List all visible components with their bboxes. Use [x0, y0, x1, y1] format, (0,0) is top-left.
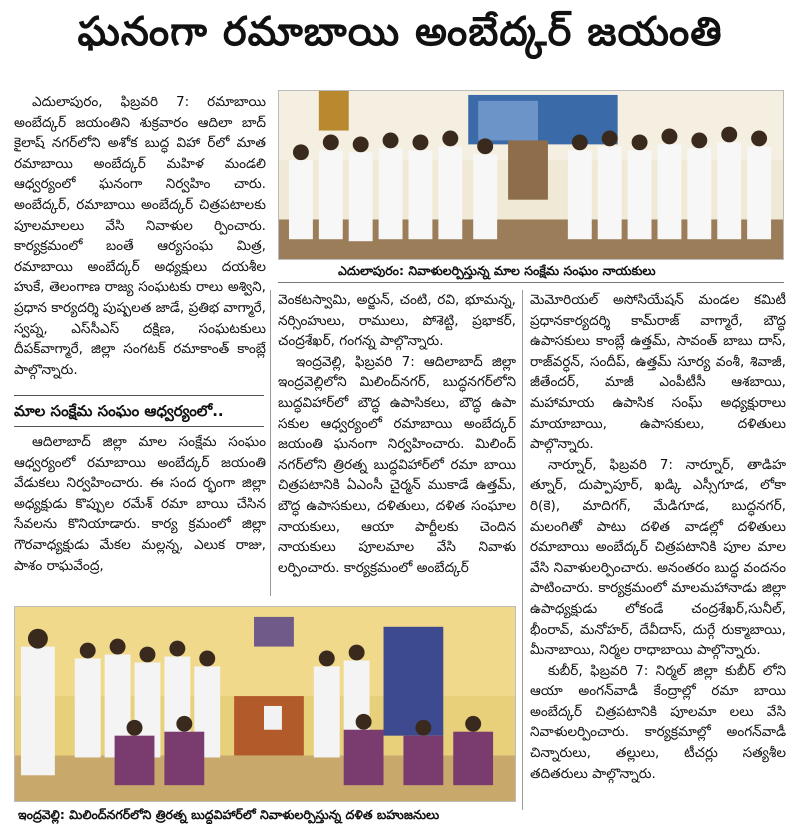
paragraph-kubeer: కుబీర్, ఫిబ్రవరి 7: నిర్మల్ జిల్లా కుబీర్‌ లోని ఆయా అంగన్‌వాడీ కేంద్రాల్లో రమా బాయి అంబేద్కర్ చిత్రపటానికి పూలమా లలు వేసి నివాళులర్పించారు. కార్యక్రమాల్లో అంగన్‌వాడీ చిన్నారులు, తల్లులు, టీచర్లు సత్యశీల తదితరులు పాల్గొన్నారు. — [530, 662, 786, 782]
article-column-1 — [14, 92, 266, 392]
subhead-rule — [14, 426, 264, 427]
caption-divider — [278, 282, 784, 283]
paragraph-mala-sangham: ఆదిలాబాద్ జిల్లా మాల సంక్షేమ సంఘం ఆధ్వర్యంలో రమాబాయి అంబేద్కర్ జయంతి వేడుకలు నిర్వహించారు. ఈ సంద ర్భంగా జిల్లా అధ్యక్షుడు కొప్పుల రమేశ్ రమా బాయి చేసిన సేవలను కొనియాడారు. కార్య క్రమంలో జిల్లా గౌరవాధ్యక్షుడు మేకల మల్లన్న, ఎలుక రాజు, పాశం రాఘవేంద్ర, — [14, 434, 266, 574]
photo-top — [278, 90, 784, 260]
paragraph-memorial: మెమోరియల్ అసోసియేషన్ మండల కమిటీ ప్రధానకార్యదర్శి కామ్‌రాజ్ వాగ్మారే, బౌద్ధ ఉపాసకులు కాంబ్లే ఉత్తమ్, సావంత్ బాబు దాస్, రాజ్‌వర్ధన్, సందీప్, ఉత్తమ్ సూర్య వంశీ, శివాజీ, జీతేందర్, మాజీ ఎంపీటీసీ ఆశబాయి, మహామాయ ఉపాసిక సంఘ్ అధ్యక్షురాలు మాయాబాయి, ఉపాసకులు, దళితులు పాల్గొన్నారు. — [530, 292, 786, 453]
paragraph-narnoor: నార్నూర్, ఫిబ్రవరి 7: నార్నూర్, తాడిహ త్నూర్, దుప్పాపూర్, ఖడ్కి ఎస్సీగూడ, లోకా రి(కె), మాదిగగ్, మేడిగూడ, బుద్ధనగర్, మలంగితో పాటు దళిత వాడల్లో దళితులు రమాబాయి అంబేద్కర్ చిత్రపటానికి పూల మాల వేసి నివాళులర్పించారు. అనంతరం బుద్ధ వందనం పాటించారు. కార్యక్రమంలో మాలమహానాడు జిల్లా ఉపాధ్యక్షుడు లోకండే చంద్రశేఖర్,సునీల్, భీంరావ్, మనోహర్, దేవీదాస్, దుర్గే రుక్మాబాయి, మీనాబాయి, నిర్మల రాధాబాయి పాల్గొన్నారు. — [530, 456, 786, 659]
column-divider — [270, 290, 271, 596]
gathering-photo-image — [15, 607, 515, 801]
article-column-2 — [278, 290, 516, 596]
photo-top-caption: ఎదులాపురం: నివాళులర్పిస్తున్న మాల సంక్షేమ సంఘం నాయకులు — [338, 263, 656, 278]
group-photo-image — [279, 91, 783, 259]
subhead-rule — [14, 395, 264, 396]
paragraph-names: వెంకటస్వామి, అర్జున్, చంటి, రవి, భూమన్న, నర్సింహులు, రాములు, పోశెట్టి, ప్రభాకర్, చంద్రశేఖర్, గంగన్న పాల్గొన్నారు. — [278, 292, 516, 350]
article-column-3 — [530, 290, 786, 826]
paragraph-indravelli: ఇంద్రవెల్లి, ఫిబ్రవరి 7: ఆదిలాబాద్ జిల్లా ఇంద్రవెల్లిలోని మిలింద్‌నగర్, బుద్ధనగర్‌లోని బుద్ధవిహార్‌లో బౌద్ధ ఉపాసికలు, బౌద్ధ ఉపా సకుల ఆధ్వర్యంలో రమాబాయి అంబేద్కర్ జయంతి ఘనంగా నిర్వహించారు. మిలింద్ నగర్‌లోని త్రిరత్న బుద్ధవిహార్‌లో రమా బాయి చిత్రపటానికి ఏఎంసీ చైర్మన్ ముకాడే ఉత్తమ్, బౌద్ధ ఉపాసకులు, దళితులు, దళిత సంఘాల నాయకులు, ఆయా పార్టీలకు చెందిన నాయకులు పూలమాల వేసి నివాళు లర్పించారు. కార్యక్రమంలో అంబేద్కర్ — [278, 353, 516, 576]
article-column-1-lower — [14, 432, 266, 596]
column-divider — [522, 290, 523, 810]
subheading: మాల సంక్షేమ సంఘం ఆధ్వర్యంలో.. — [14, 402, 224, 420]
paragraph-edulapuram: ఎదులాపురం, ఫిబ్రవరి 7: రమాబాయి అంబేద్కర్ జయంతిని శుక్రవారం ఆదిలా బాద్ కైలాష్ నగర్‌లోని అశోక బుద్ధ విహా ర్‌లో మాత రమాబాయి అంబేద్కర్ మహిళ మండలి ఆధ్వర్యంలో ఘనంగా నిర్వహిం చారు. అంబేద్కర్, రమాబాయి అంబేద్కర్ చిత్రపటాలకు పూలమాలలు వేసి నివాళుల ర్పించారు. కార్యక్రమంలో బంతే ఆర్యసంఘ మిత్ర, రమాబాయి అంబేద్కర్ అధ్యక్షులు దయశీల హుకే, తెలంగాణ రాజ్య సంఘటకు రాలు అశ్విని, ప్రధాన కార్యదర్శి పుష్పలత జాడే, ప్రతిభ వాగ్మారే, స్వప్న, ఎస్‌సీఎస్ దక్షిణ, సంఘటకులు దీపక్‌వాగ్మారే, జిల్లా సంగటక్ రమాకాంత్ కాంబ్లే పాల్గొన్నారు. — [14, 94, 266, 378]
photo-bottom — [14, 606, 516, 802]
photo-bottom-caption: ఇంద్రవెల్లి: మిలింద్‌నగర్‌లోని త్రిరత్న బుద్ధవిహార్‌లో నివాళులర్పిస్తున్న దళిత బహుజనులు — [18, 807, 440, 822]
headline: ఘనంగా రమాబాయి అంబేద్కర్ జయంతి — [77, 9, 723, 55]
